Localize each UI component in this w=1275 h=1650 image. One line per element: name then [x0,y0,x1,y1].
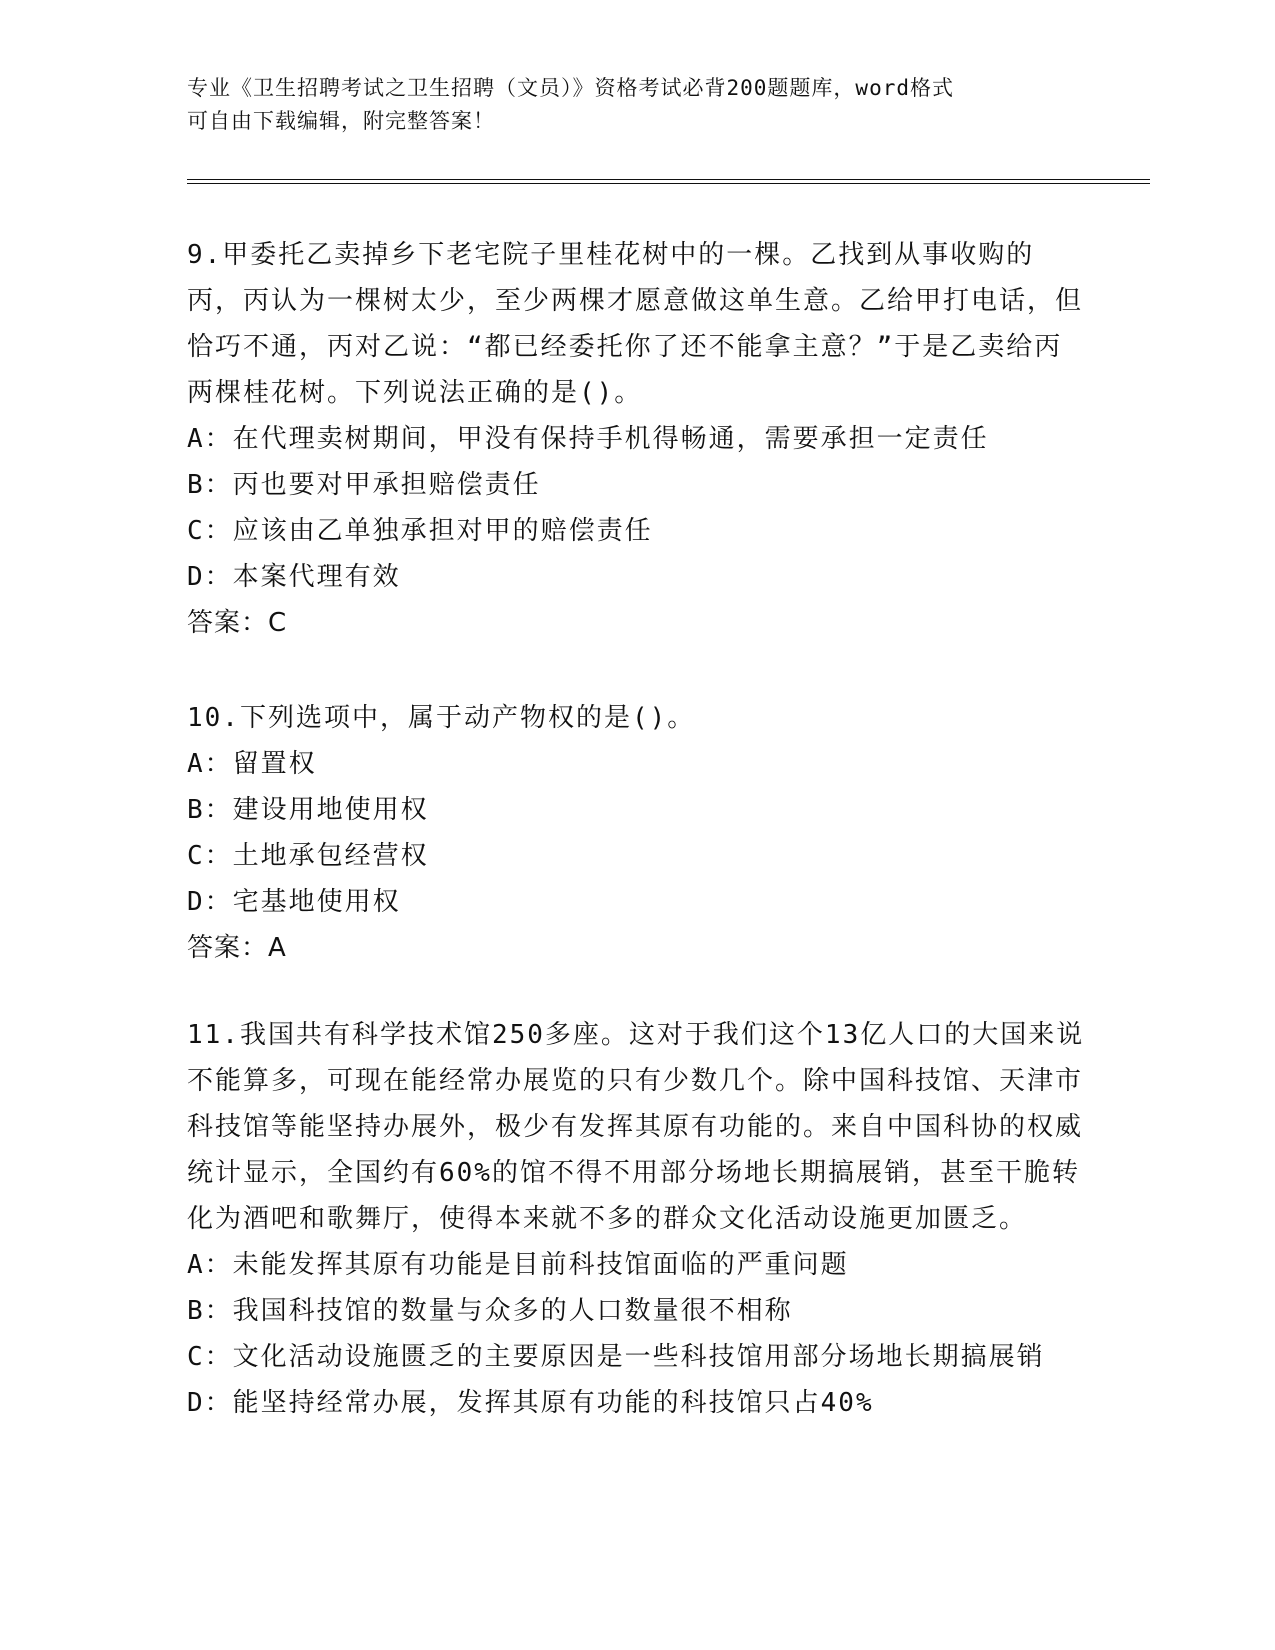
question-stem: 11.我国共有科学技术馆250多座。这对于我们这个13亿人口的大国来说不能算多，可现在能经常办展览的只有少数几个。除中国科技馆、天津市科技馆等能坚持办展外，极少有发挥其原有功能的。来自中国科协的权威统计显示，全国约有60%的馆不得不用部分场地长期搞展销，甚至干脆转化为酒吧和歌舞厅，使得本来就不多的群众文化活动设施更加匮乏。 [187,1020,1085,1234]
answer: 答案：A [187,933,287,963]
option-d: D：宅基地使用权 [187,887,401,917]
answer: 答案：C [187,608,288,638]
option-a: A：在代理卖树期间，甲没有保持手机得畅通，需要承担一定责任 [187,424,989,454]
option-d: D：本案代理有效 [187,562,401,592]
option-b: B：我国科技馆的数量与众多的人口数量很不相称 [187,1296,793,1326]
question-10 [187,695,1087,971]
option-d: D：能坚持经常办展，发挥其原有功能的科技馆只占40% [187,1388,874,1418]
header-line-1: 专业《卫生招聘考试之卫生招聘（文员）》资格考试必背200题题库，word格式 [187,76,954,100]
option-c: C：文化活动设施匮乏的主要原因是一些科技馆用部分场地长期搞展销 [187,1342,1045,1372]
question-9 [187,232,1087,646]
question-stem: 10.下列选项中，属于动产物权的是()。 [187,703,696,733]
option-c: C：土地承包经营权 [187,841,429,871]
option-b: B：建设用地使用权 [187,795,429,825]
header-divider-bottom [187,183,1150,184]
document-header [187,72,1067,138]
question-11 [187,1012,1087,1426]
option-a: A：留置权 [187,749,317,779]
header-line-2: 可自由下载编辑，附完整答案！ [187,109,495,133]
option-a: A：未能发挥其原有功能是目前科技馆面临的严重问题 [187,1250,849,1280]
question-stem: 9.甲委托乙卖掉乡下老宅院子里桂花树中的一棵。乙找到从事收购的丙，丙认为一棵树太少，至少两棵才愿意做这单生意。乙给甲打电话，但恰巧不通，丙对乙说：“都已经委托你了还不能拿主意？”于是乙卖给丙两棵桂花树。下列说法正确的是()。 [187,240,1084,408]
option-c: C：应该由乙单独承担对甲的赔偿责任 [187,516,653,546]
header-divider-top [187,179,1150,180]
option-b: B：丙也要对甲承担赔偿责任 [187,470,541,500]
